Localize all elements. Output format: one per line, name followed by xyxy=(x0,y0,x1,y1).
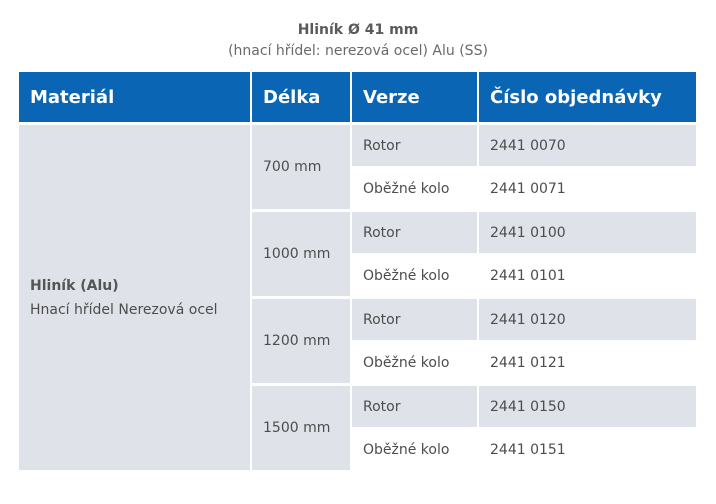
version-cell: Oběžné kolo xyxy=(351,341,478,385)
order-number-cell: 2441 0150 xyxy=(478,385,696,429)
order-number-cell: 2441 0151 xyxy=(478,428,696,471)
header-material: Materiál xyxy=(19,72,251,124)
version-cell: Rotor xyxy=(351,124,478,168)
caption-subtitle: (hnací hřídel: nerezová ocel) Alu (SS) xyxy=(228,43,488,59)
product-table xyxy=(19,72,696,472)
order-number-cell: 2441 0120 xyxy=(478,298,696,342)
order-number-cell: 2441 0071 xyxy=(478,167,696,211)
length-cell: 1200 mm xyxy=(251,298,351,385)
version-cell: Rotor xyxy=(351,385,478,429)
length-cell: 700 mm xyxy=(251,124,351,211)
order-number-cell: 2441 0100 xyxy=(478,211,696,255)
table-row xyxy=(19,124,696,168)
header-row xyxy=(19,72,696,124)
order-number-cell: 2441 0121 xyxy=(478,341,696,385)
version-cell: Rotor xyxy=(351,211,478,255)
header-length: Délka xyxy=(251,72,351,124)
material-cell xyxy=(19,124,251,472)
length-cell: 1000 mm xyxy=(251,211,351,298)
material-description: Hnací hřídel Nerezová ocel xyxy=(30,301,218,318)
header-order-number: Číslo objednávky xyxy=(478,72,696,124)
version-cell: Oběžné kolo xyxy=(351,428,478,471)
table-caption xyxy=(0,20,716,62)
order-number-cell: 2441 0101 xyxy=(478,254,696,298)
material-name: Hliník (Alu) xyxy=(30,277,119,294)
length-cell: 1500 mm xyxy=(251,385,351,472)
version-cell: Oběžné kolo xyxy=(351,167,478,211)
header-version: Verze xyxy=(351,72,478,124)
version-cell: Rotor xyxy=(351,298,478,342)
order-number-cell: 2441 0070 xyxy=(478,124,696,168)
version-cell: Oběžné kolo xyxy=(351,254,478,298)
caption-title: Hliník Ø 41 mm xyxy=(297,22,419,38)
